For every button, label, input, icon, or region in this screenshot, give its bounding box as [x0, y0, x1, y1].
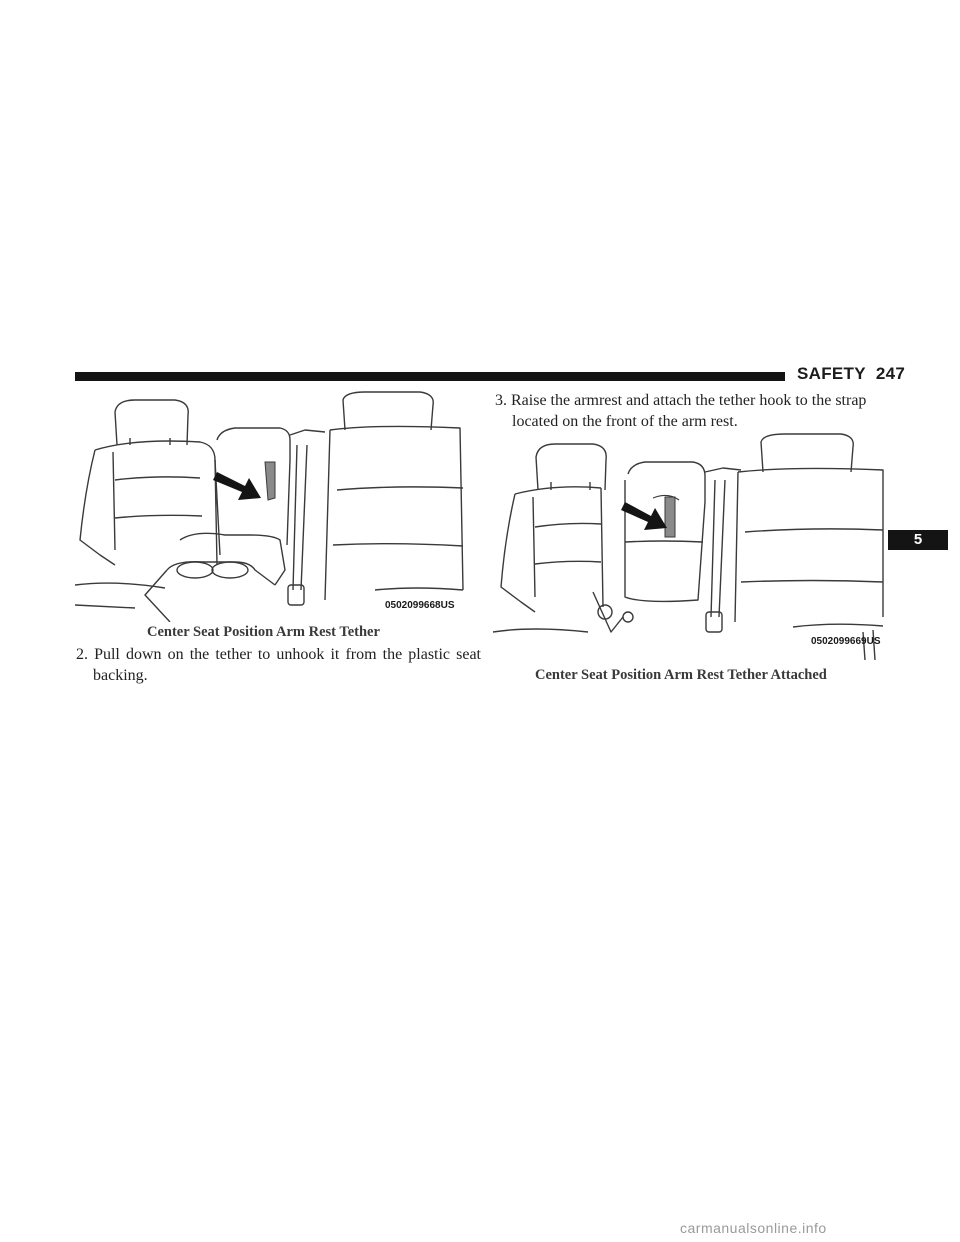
figure-code: 0502099669US — [811, 636, 881, 647]
section-name: SAFETY — [797, 364, 866, 383]
watermark: carmanualsonline.info — [680, 1220, 827, 1236]
arrow-icon — [213, 472, 261, 500]
step-2: 2. Pull down on the tether to unhook it from the plastic seat backing. — [76, 646, 481, 684]
step-3: 3. Raise the armrest and attach the tether hook to the strap located on the front of the arm rest. — [495, 392, 867, 430]
seat-illustration — [75, 390, 465, 622]
arrow-icon — [621, 502, 667, 530]
figure-armrest-tether-attached — [493, 432, 885, 660]
page-number: 247 — [875, 364, 906, 383]
header-rule — [75, 372, 785, 381]
chapter-tab[interactable]: 5 — [888, 530, 948, 550]
figure-caption: Center Seat Position Arm Rest Tether Attached — [535, 667, 827, 683]
figure-armrest-tether — [75, 390, 465, 622]
running-header — [797, 364, 905, 384]
figure-caption: Center Seat Position Arm Rest Tether — [147, 624, 380, 640]
seat-illustration — [493, 432, 885, 660]
figure-code: 0502099668US — [385, 600, 455, 611]
